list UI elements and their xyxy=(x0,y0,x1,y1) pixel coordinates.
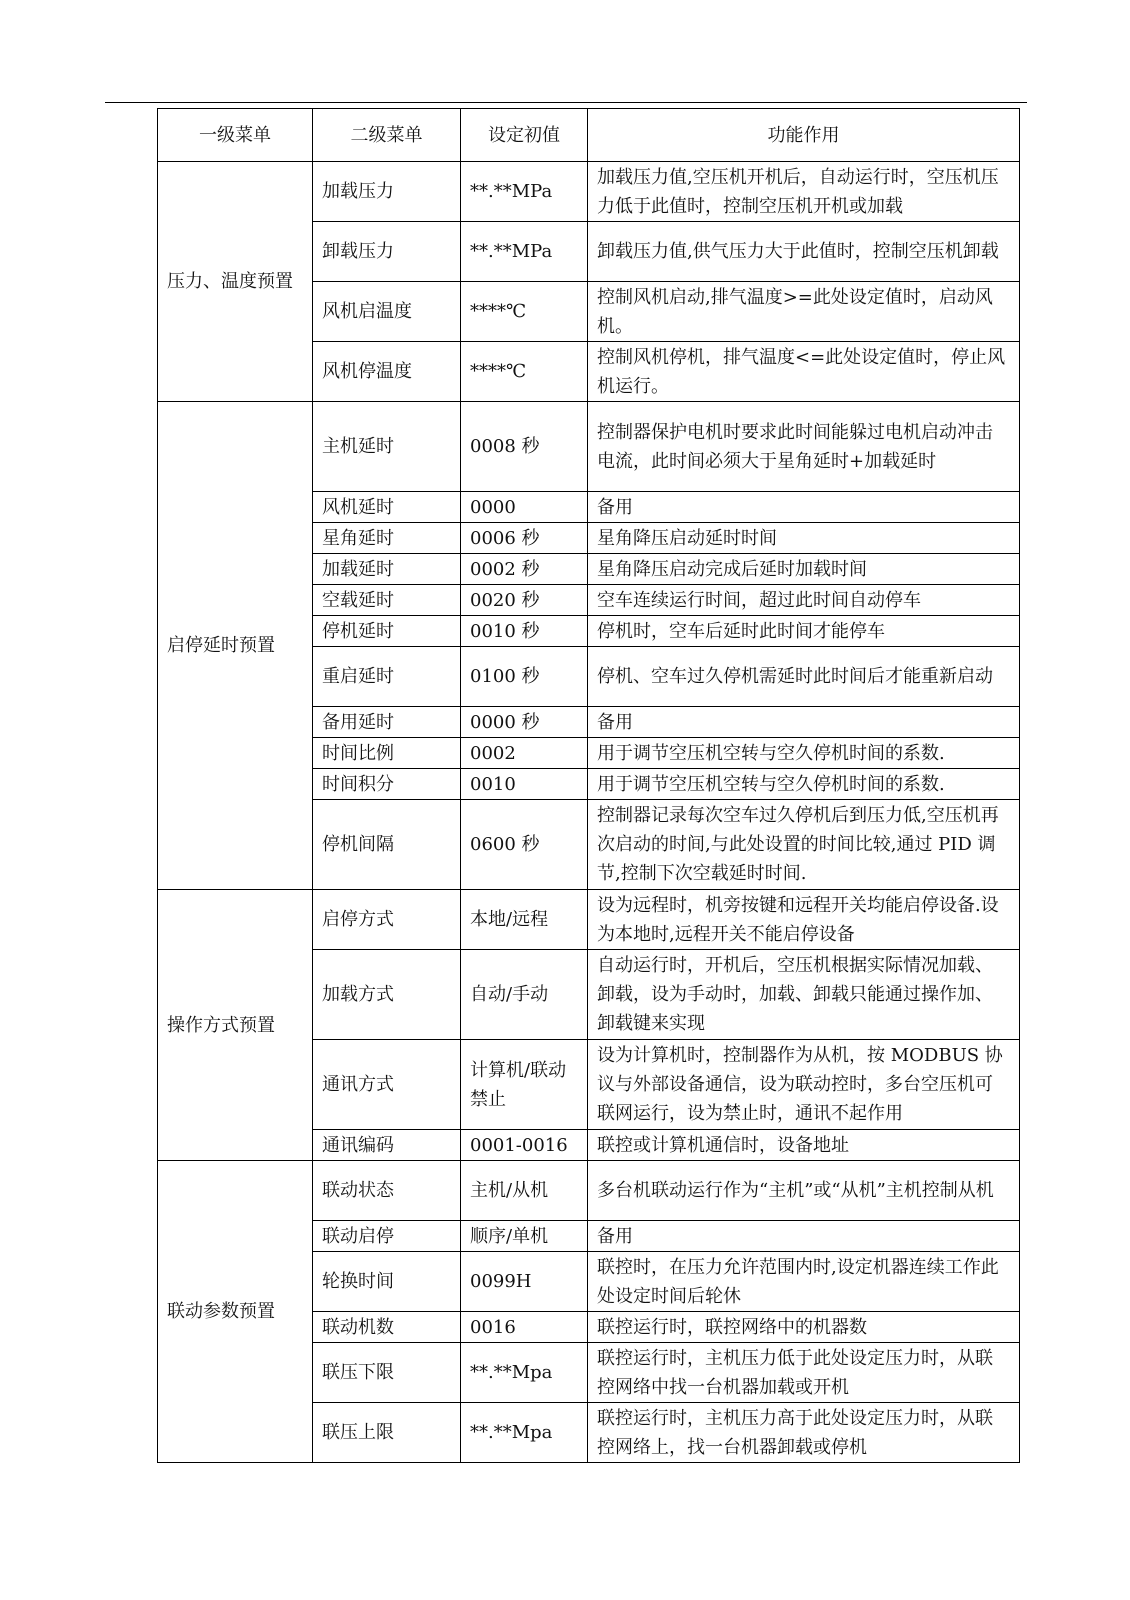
function-desc: 控制器保护电机时要求此时间能躲过电机启动冲击电流，此时间必须大于星角延时+加载延时 xyxy=(588,402,1020,492)
function-desc: 用于调节空压机空转与空久停机时间的系数. xyxy=(588,769,1020,800)
default-value: 0002 秒 xyxy=(461,554,588,585)
group-name: 压力、温度预置 xyxy=(158,162,313,402)
function-desc: 多台机联动运行作为“主机”或“从机”主机控制从机 xyxy=(588,1161,1020,1221)
submenu-name: 重启延时 xyxy=(313,647,461,707)
function-desc: 联控或计算机通信时，设备地址 xyxy=(588,1130,1020,1161)
table-row xyxy=(158,162,1020,222)
default-value: 顺序/单机 xyxy=(461,1221,588,1252)
default-value: **.**MPa xyxy=(461,162,588,222)
function-desc: 联控运行时，主机压力高于此处设定压力时，从联控网络上，找一台机器卸载或停机 xyxy=(588,1403,1020,1463)
group-name: 操作方式预置 xyxy=(158,890,313,1161)
submenu-name: 风机启温度 xyxy=(313,282,461,342)
header-level1: 一级菜单 xyxy=(158,109,313,162)
table-row xyxy=(158,1161,1020,1221)
default-value: 0010 xyxy=(461,769,588,800)
function-desc: 联控运行时，联控网络中的机器数 xyxy=(588,1312,1020,1343)
default-value: 0000 秒 xyxy=(461,707,588,738)
default-value: 主机/从机 xyxy=(461,1161,588,1221)
default-value: 0016 xyxy=(461,1312,588,1343)
default-value: 0100 秒 xyxy=(461,647,588,707)
default-value: 0001-0016 xyxy=(461,1130,588,1161)
submenu-name: 启停方式 xyxy=(313,890,461,950)
function-desc: 空车连续运行时间，超过此时间自动停车 xyxy=(588,585,1020,616)
group-name: 启停延时预置 xyxy=(158,402,313,890)
submenu-name: 时间积分 xyxy=(313,769,461,800)
default-value: 0020 秒 xyxy=(461,585,588,616)
header-default: 设定初值 xyxy=(461,109,588,162)
submenu-name: 备用延时 xyxy=(313,707,461,738)
function-desc: 卸载压力值,供气压力大于此值时，控制空压机卸载 xyxy=(588,222,1020,282)
function-desc: 备用 xyxy=(588,707,1020,738)
default-value: 0600 秒 xyxy=(461,800,588,890)
function-desc: 星角降压启动完成后延时加载时间 xyxy=(588,554,1020,585)
header-row xyxy=(158,109,1020,162)
submenu-name: 通讯编码 xyxy=(313,1130,461,1161)
function-desc: 用于调节空压机空转与空久停机时间的系数. xyxy=(588,738,1020,769)
function-desc: 控制风机停机，排气温度<=此处设定值时，停止风机运行。 xyxy=(588,342,1020,402)
header-function: 功能作用 xyxy=(588,109,1020,162)
function-desc: 自动运行时，开机后，空压机根据实际情况加载、卸载，设为手动时，加载、卸载只能通过操作加、卸载键来实现 xyxy=(588,950,1020,1040)
default-value: **.**Mpa xyxy=(461,1403,588,1463)
function-desc: 设为远程时，机旁按键和远程开关均能启停设备.设为本地时,远程开关不能启停设备 xyxy=(588,890,1020,950)
submenu-name: 星角延时 xyxy=(313,523,461,554)
submenu-name: 卸载压力 xyxy=(313,222,461,282)
submenu-name: 停机延时 xyxy=(313,616,461,647)
default-value: 本地/远程 xyxy=(461,890,588,950)
submenu-name: 停机间隔 xyxy=(313,800,461,890)
submenu-name: 通讯方式 xyxy=(313,1040,461,1130)
function-desc: 控制风机启动,排气温度>=此处设定值时，启动风机。 xyxy=(588,282,1020,342)
submenu-name: 空载延时 xyxy=(313,585,461,616)
submenu-name: 加载方式 xyxy=(313,950,461,1040)
submenu-name: 加载延时 xyxy=(313,554,461,585)
function-desc: 备用 xyxy=(588,1221,1020,1252)
function-desc: 加载压力值,空压机开机后，自动运行时，空压机压力低于此值时，控制空压机开机或加载 xyxy=(588,162,1020,222)
default-value: 0006 秒 xyxy=(461,523,588,554)
default-value: 0010 秒 xyxy=(461,616,588,647)
default-value: 0002 xyxy=(461,738,588,769)
submenu-name: 联压上限 xyxy=(313,1403,461,1463)
table-row xyxy=(158,890,1020,950)
function-desc: 备用 xyxy=(588,492,1020,523)
submenu-name: 风机延时 xyxy=(313,492,461,523)
function-desc: 控制器记录每次空车过久停机后到压力低,空压机再次启动的时间,与此处设置的时间比较,通过 PID 调节,控制下次空载延时时间. xyxy=(588,800,1020,890)
default-value: ****℃ xyxy=(461,282,588,342)
default-value: 0099H xyxy=(461,1252,588,1312)
function-desc: 联控运行时，主机压力低于此处设定压力时，从联控网络中找一台机器加载或开机 xyxy=(588,1343,1020,1403)
default-value: **.**MPa xyxy=(461,222,588,282)
table-row xyxy=(158,402,1020,492)
submenu-name: 联动状态 xyxy=(313,1161,461,1221)
function-desc: 星角降压启动延时时间 xyxy=(588,523,1020,554)
group-name: 联动参数预置 xyxy=(158,1161,313,1463)
default-value: ****℃ xyxy=(461,342,588,402)
submenu-name: 联压下限 xyxy=(313,1343,461,1403)
default-value: 0008 秒 xyxy=(461,402,588,492)
submenu-name: 时间比例 xyxy=(313,738,461,769)
settings-table xyxy=(157,108,1020,1463)
function-desc: 停机时，空车后延时此时间才能停车 xyxy=(588,616,1020,647)
submenu-name: 联动机数 xyxy=(313,1312,461,1343)
default-value: 自动/手动 xyxy=(461,950,588,1040)
default-value: 计算机/联动禁止 xyxy=(461,1040,588,1130)
function-desc: 设为计算机时，控制器作为从机，按 MODBUS 协议与外部设备通信，设为联动控时，多台空压机可联网运行，设为禁止时，通讯不起作用 xyxy=(588,1040,1020,1130)
submenu-name: 风机停温度 xyxy=(313,342,461,402)
submenu-name: 联动启停 xyxy=(313,1221,461,1252)
function-desc: 停机、空车过久停机需延时此时间后才能重新启动 xyxy=(588,647,1020,707)
submenu-name: 加载压力 xyxy=(313,162,461,222)
header-level2: 二级菜单 xyxy=(313,109,461,162)
default-value: 0000 xyxy=(461,492,588,523)
function-desc: 联控时，在压力允许范围内时,设定机器连续工作此处设定时间后轮休 xyxy=(588,1252,1020,1312)
submenu-name: 主机延时 xyxy=(313,402,461,492)
submenu-name: 轮换时间 xyxy=(313,1252,461,1312)
default-value: **.**Mpa xyxy=(461,1343,588,1403)
header-rule xyxy=(105,102,1027,103)
